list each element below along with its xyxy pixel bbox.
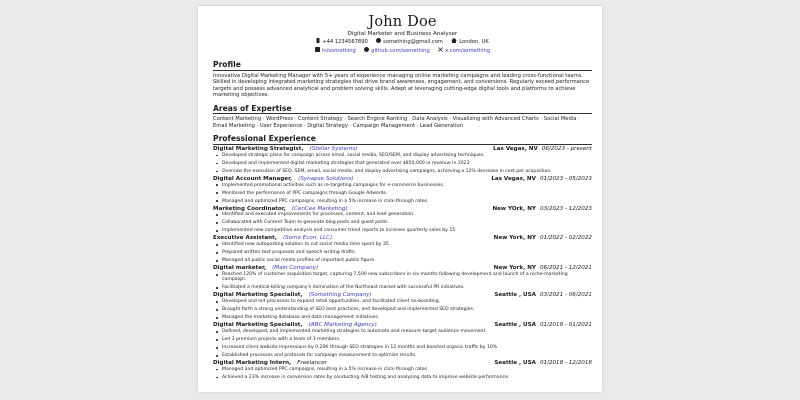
job-company: (Something Company) <box>308 292 372 299</box>
experience-heading: Professional Experience <box>213 134 592 145</box>
job-bullet: Led 3 premium projects with a team of 3 members. <box>222 337 592 342</box>
github-link[interactable]: github.com/something <box>371 47 430 54</box>
job-location: New York, NY <box>493 235 536 242</box>
job-title: Marketing Coordinator, <box>213 205 286 212</box>
profile-heading: Profile <box>213 60 592 71</box>
resume-page <box>198 6 602 392</box>
job-title: Digital Account Manager, <box>213 175 293 182</box>
job-bullet: Facilitated a medical-billing company's domination of the Northeast market with successful PR initiatives. <box>222 285 592 290</box>
email-address[interactable]: something@gmail.com <box>383 39 443 45</box>
job-dates: 01/2023 - 05/2023 <box>539 175 592 182</box>
job-location: Seattle , USA <box>494 292 536 299</box>
job-company: Freelancer <box>297 359 327 366</box>
job-entry <box>213 235 592 263</box>
job-bullet: Developed and led processes to expand retail opportunities, and facilitated client on-boarding. <box>222 299 592 304</box>
job-entry <box>213 322 592 358</box>
job-entry <box>213 146 592 174</box>
job-entry <box>213 206 592 234</box>
expertise-text: Content Marketing · WordPress · Content Strategy · Search Engine Ranking · Data Analysis · Visualizing with Advanced Charts · Social Media · Email Marketing · User Experience · Digital Strategy · Campaign Management · Lead Generation <box>213 116 580 129</box>
job-bullet: Oversaw the execution of SEO, SEM, email, social media, and display advertising campaigns, achieving a 12% decrease in cost per acquisition. <box>222 169 592 174</box>
experience-list <box>213 146 592 380</box>
job-bullet: Defined, developed, and implemented marketing strategies to automate and measure target audience movement. <box>222 329 592 334</box>
job-entry <box>213 176 592 204</box>
github-icon <box>376 38 381 47</box>
job-bullet: Monitored the performance of PPC campaigns through Google Adwords. <box>222 191 592 196</box>
job-title: Digital Marketing Strategist, <box>213 146 304 152</box>
contact-line-2 <box>213 47 592 56</box>
job-company: (ABC Marketing Agency) <box>308 322 377 329</box>
job-title: Digital Marketing Specialist, <box>213 292 303 299</box>
job-dates: 03/2021 - 06/2021 <box>539 292 592 299</box>
job-bullet: Achieved a 23% increase in conversion rates by conducting A/B testing and analyzing data to improve website performance. <box>222 375 592 380</box>
profile-text: Innovative Digital Marketing Manager with 5+ years of experience managing online marketing campaigns and leading cross-functional teams. Skilled in developing integrated marketing strategies that drive brand awareness, engagement, and conversions. Regularly exceed performance targets and possess advanced analytical and problem solving skills. Adept at leveraging cutting-edge digital tools and platforms to achieve marketing objectives. <box>213 72 590 98</box>
job-entry <box>213 265 592 291</box>
phone-icon <box>316 38 320 47</box>
phone-number: +44 1234567890 <box>322 39 368 45</box>
job-dates: 01/2018 - 12/2018 <box>539 359 592 366</box>
job-entry <box>213 292 592 320</box>
job-dates: 03/2023 - 12/2023 <box>539 205 592 212</box>
job-bullet: Identified and executed improvements for processes, content, and lead generation. <box>222 212 592 217</box>
job-bullet: Managed the marketing database and data management initiatives. <box>222 315 592 320</box>
x-link[interactable]: x.com/something <box>445 47 491 54</box>
home-icon <box>451 38 457 47</box>
x-icon <box>438 47 443 56</box>
github-icon <box>364 47 369 56</box>
job-bullet: Brought forth a strong understanding of SEO best practices, and developed and implemented SEO strategies. <box>222 307 592 312</box>
job-bullet: Managed and optimized PPC campaigns, resulting in a 5% increase in click-through rates. <box>222 367 592 372</box>
job-bullet: Increased client website impressions by 0.20K through SEO strategies in 12 months and boosted organic traffic by 10% <box>222 345 592 350</box>
resume-subtitle: Digital Marketer and Business Analyser <box>347 31 458 37</box>
linkedin-icon <box>315 47 320 56</box>
job-location: Las Vegas, NV <box>491 175 536 182</box>
job-location: New York, NY <box>493 265 536 272</box>
expertise-heading: Areas of Expertise <box>213 104 592 115</box>
job-company: (Synapse Solutions) <box>298 175 354 182</box>
job-location: Seattle , USA <box>494 322 536 329</box>
job-location: Seattle , USA <box>494 359 536 366</box>
job-dates: 01/2022 - 02/2022 <box>539 235 592 242</box>
job-location: New YOrk, NY <box>492 205 536 212</box>
job-title: Digital Marketing Specialist, <box>213 322 303 329</box>
job-bullet: Implemented promotional activities such as re-targeting campaigns for e-commerce businesses. <box>222 183 592 188</box>
job-bullet: Developed and implemented digital marketing strategies that generated over $850,000 in revenue in 2023 <box>222 161 592 166</box>
contact-line-1 <box>213 38 592 47</box>
job-bullet: Established processes and protocols for campaign measurement to optimize results. <box>222 353 592 358</box>
job-company: (Some Econ, LLC) <box>282 235 333 242</box>
linkedin-link[interactable]: in/something <box>321 47 356 54</box>
job-entry <box>213 360 592 380</box>
job-bullet: Managed all public social media profiles of important public figure. <box>222 258 592 263</box>
job-company: (Main Company) <box>272 265 319 272</box>
job-bullet: Reached 120% of customer acquisition target, capturing 7,500 new subscribers in six months following development and launch of a niche-marketing campaign. <box>222 272 592 283</box>
job-title: Digital marketer, <box>213 265 267 272</box>
job-location: Las Vegas, NV <box>493 146 538 152</box>
job-bullet: Identified new autoposting solution to cut social media time spent by 35 <box>222 242 592 247</box>
job-dates: 06/2023 - present <box>541 146 592 152</box>
job-title: Digital Marketing Intern, <box>213 359 292 366</box>
job-title: Executive Assistant, <box>213 235 277 242</box>
job-bullet: Managed and optimized PPC campaigns, resulting in a 5% increase in click-through rates. <box>222 199 592 204</box>
job-bullet: Collaborated with Content Team to generate blog posts and guest posts. <box>222 220 592 225</box>
job-dates: 06/2021 - 12/2021 <box>539 265 592 272</box>
job-dates: 01/2019 - 01/2021 <box>539 322 592 329</box>
location-text: London, UK <box>459 39 489 45</box>
job-bullet: Developed strategic plans for campaign across email, social media, SEO/SEM, and display advertising techniques. <box>222 153 592 158</box>
job-company: (Stellar Systems) <box>309 146 358 152</box>
resume-name: John Doe <box>368 14 437 30</box>
job-company: (CenCee Marketing) <box>291 205 348 212</box>
job-bullet: Implemented new competitive analysis and consumer trend reports to increase quarterly sales by 15 <box>222 228 592 233</box>
job-bullet: Prepared written text proposals and speech writing drafts. <box>222 250 592 255</box>
